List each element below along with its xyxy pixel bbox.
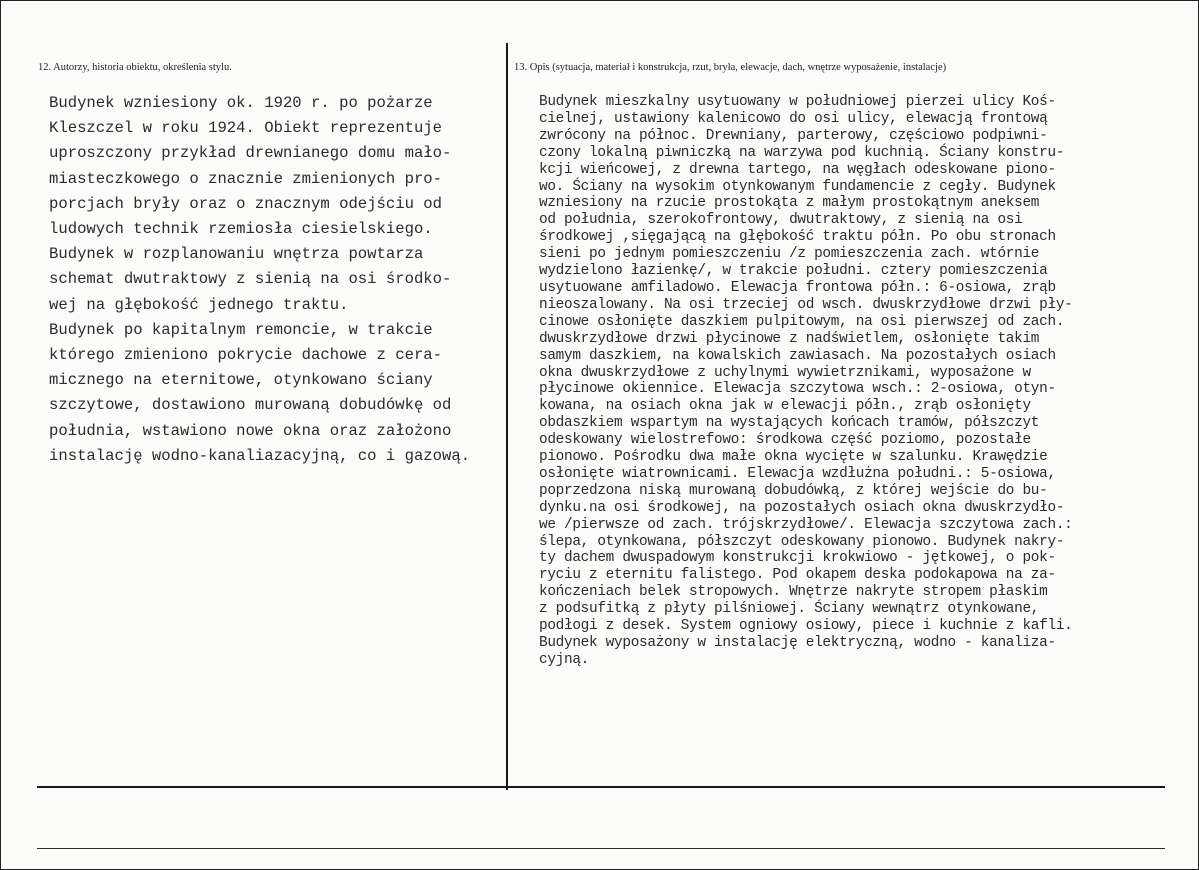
text-line: micznego na eternitowe, otynkowano ściany xyxy=(49,371,433,390)
text-line: osłonięte wiatrownicami. Elewacja wzdłużna południ.: 5-osiowa, xyxy=(539,465,1056,482)
text-line: dwuskrzydłowe drzwi płycinowe z nadświetlem, osłonięte takim xyxy=(539,330,1040,347)
text-line: poprzedzona niską murowaną dobudówką, z której wejście do bu- xyxy=(539,482,1048,499)
text-line: z podsufitką z płyty pilśniowej. Ściany wewnątrz otynkowane, xyxy=(539,601,1040,618)
text-line: od południa, szerokofrontowy, dwutraktowy, z sienią na osi xyxy=(539,212,1023,229)
text-line: południa, wstawiono nowe okna oraz założono xyxy=(49,421,452,440)
text-line: szczytowe, dostawiono murowaną dobudówkę od xyxy=(49,396,452,415)
text-line: okna dwuskrzydłowe z uchylnymi wywietrznikami, wyposażone w xyxy=(539,364,1031,381)
text-line: ślepa, otynkowana, półszczyt odeskowany pionowo. Budynek nakry- xyxy=(539,533,1065,550)
text-line: Budynek mieszkalny usytuowany w południowej pierzei ulicy Koś- xyxy=(539,94,1056,110)
text-line: odeskowany wielostrefowo: środkowa część poziomo, pozostałe xyxy=(539,432,1031,449)
text-line: miasteczkowego o znacznie zmienionych pro- xyxy=(49,169,443,188)
text-line: wydzielono łazienkę/, w trakcie południ. cztery pomieszczenia xyxy=(539,263,1048,280)
text-line: nieoszalowany. Na osi trzeciej od wsch. dwuskrzydłowe drzwi pły- xyxy=(539,296,1073,313)
text-line: pionowo. Pośrodku dwa małe okna wycięte w szalunku. Krawędzie xyxy=(539,449,1048,466)
description-text xyxy=(539,94,1179,669)
section-13-heading: 13. Opis (sytuacja, materiał i konstrukcja, rzut, bryła, elewacje, dach, wnętrze wyposażenie, instalacje) xyxy=(514,62,947,73)
text-line: ty dachem dwuspadowym konstrukcji krokwiowo - jętkowej, o pok- xyxy=(539,550,1056,567)
text-line: cyjną. xyxy=(539,651,590,668)
text-line: Budynek po kapitalnym remoncie, w trakcie xyxy=(49,320,433,339)
bottom-rule xyxy=(37,786,1165,788)
column-divider xyxy=(506,43,508,790)
text-line: płycinowe okiennice. Elewacja szczytowa wsch.: 2-osiowa, otyn- xyxy=(539,381,1056,398)
text-line: cielnej, ustawiony kalenicowo do osi ulicy, elewacją frontową xyxy=(539,110,1048,127)
text-line: uproszczony przykład drewnianego domu mało- xyxy=(49,144,452,163)
text-line: usytuowane amfiladowo. Elewacja frontowa półn.: 6-osiowa, zrąb xyxy=(539,279,1056,296)
text-line: obdaszkiem wspartym na wystających końcach tramów, półszczyt xyxy=(539,415,1040,432)
text-line: porcjach bryły oraz o znacznym odejściu od xyxy=(49,194,443,213)
text-line: dynku.na osi środkowej, na pozostałych osiach okna dwuskrzydło- xyxy=(539,499,1065,516)
text-line: Budynek w rozplanowaniu wnętrza powtarza xyxy=(49,245,424,264)
text-line: Budynek wyposażony w instalację elektryczną, wodno - kanaliza- xyxy=(539,635,1056,651)
text-line: schemat dwutraktowy z sienią na osi środko- xyxy=(49,270,452,289)
text-line: ludowych technik rzemiosła ciesielskiego. xyxy=(49,220,433,239)
text-line: Kleszczel w roku 1924. Obiekt reprezentuje xyxy=(49,119,443,138)
section-12-heading: 12. Autorzy, historia obiektu, określenia stylu. xyxy=(38,62,232,73)
text-line: którego zmieniono pokrycie dachowe z cera- xyxy=(49,346,443,365)
text-line: zwrócony na północ. Drewniany, parterowy, częściowo podpiwni- xyxy=(539,127,1048,144)
text-line: wo. Ściany na wysokim otynkowanym fundamencie z cegły. Budynek xyxy=(539,178,1056,195)
history-text xyxy=(49,91,504,469)
text-line: sieni po jednym pomieszczeniu /z pomieszczenia zach. wtórnie xyxy=(539,246,1040,263)
text-line: wzniesiony na rzucie prostokąta z małym prostokątnym aneksem xyxy=(539,195,1040,212)
text-line: środkowej ,sięgającą na głębokość traktu półn. Po obu stronach xyxy=(539,229,1056,246)
bottom-rule-secondary xyxy=(37,848,1165,849)
text-line: samym daszkiem, na kowalskich zawiasach. Na pozostałych osiach xyxy=(539,347,1056,364)
text-line: wej na głębokość jednego traktu. xyxy=(49,295,349,314)
text-line: instalację wodno-kanaliazacyjną, co i gazową. xyxy=(49,446,471,465)
text-line: kowana, na osiach okna jak w elewacji półn., zrąb osłonięty xyxy=(539,398,1031,415)
text-line: ryciu z eternitu falistego. Pod okapem deska podokapowa na za- xyxy=(539,567,1056,584)
text-line: kcji wieńcowej, z drewna tartego, na węgłach odeskowane piono- xyxy=(539,161,1056,178)
text-line: cinowe osłonięte daszkiem pulpitowym, na osi pierwszej od zach. xyxy=(539,313,1065,330)
text-line: kończeniach belek stropowych. Wnętrze nakryte stropem płaskim xyxy=(539,584,1048,601)
text-line: Budynek wzniesiony ok. 1920 r. po pożarze xyxy=(49,94,433,112)
text-line: we /pierwsze od zach. trójskrzydłowe/. Elewacja szczytowa zach.: xyxy=(539,516,1073,533)
text-line: czony lokalną piwniczką na warzywa pod kuchnią. Ściany konstru- xyxy=(539,144,1065,161)
text-line: podłogi z desek. System ogniowy osiowy, piece i kuchnie z kafli. xyxy=(539,618,1073,635)
